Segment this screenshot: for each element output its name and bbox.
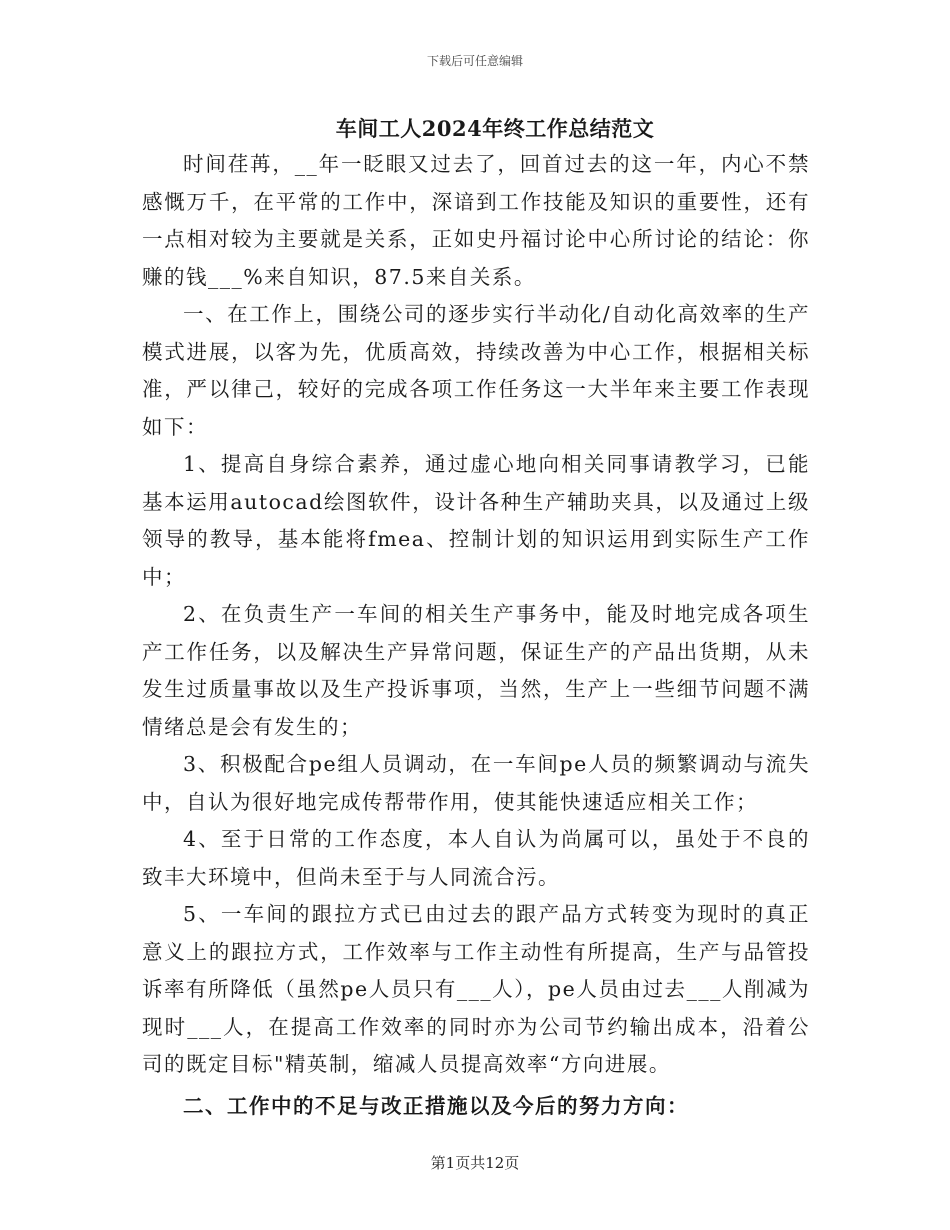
paragraph-item-1: 1、提高自身综合素养，通过虚心地向相关同事请教学习，已能基本运用autocad绘图软件，设计各种生产辅助夹具，以及通过上级领导的教导，基本能将fmea、控制计划的知识运用到实际生产工作中； xyxy=(142,452,810,589)
paragraph-section-one: 一、在工作上，围绕公司的逐步实行半动化/自动化高效率的生产模式进展，以客为先，优质高效，持续改善为中心工作，根据相关标准，严以律己，较好的完成各项工作任务这一大半年来主要工作表现如下： xyxy=(142,302,810,439)
paragraph-item-4: 4、至于日常的工作态度，本人自认为尚属可以，虽处于不良的致丰大环境中，但尚未至于与人同流合污。 xyxy=(142,827,810,889)
page-number: 第1页共12页 xyxy=(430,1154,520,1172)
paragraph-item-2: 2、在负责生产一车间的相关生产事务中，能及时地完成各项生产工作任务，以及解决生产异常问题，保证生产的产品出货期，从未发生过质量事故以及生产投诉事项，当然，生产上一些细节问题不满情绪总是会有发生的； xyxy=(142,602,810,739)
document-body xyxy=(142,146,810,1125)
header-note: 下载后可任意编辑 xyxy=(426,54,523,68)
section-heading-two: 二、工作中的不足与改正措施以及今后的努力方向： xyxy=(183,1093,689,1118)
paragraph-item-3: 3、积极配合pe组人员调动，在一车间pe人员的频繁调动与流失中，自认为很好地完成传帮带作用，使其能快速适应相关工作； xyxy=(142,752,810,814)
paragraph-item-5: 5、一车间的跟拉方式已由过去的跟产品方式转变为现时的真正意义上的跟拉方式，工作效率与工作主动性有所提高，生产与品管投诉率有所降低（虽然pe人员只有___人），pe人员由过去___人削减为现时___人，在提高工作效率的同时亦为公司节约输出成本，沿着公司的既定目标"精英制，缩减人员提高效率“方向进展。 xyxy=(142,902,810,1076)
paragraph-intro: 时间荏苒，__年一眨眼又过去了，回首过去的这一年，内心不禁感慨万千，在平常的工作中，深谙到工作技能及知识的重要性，还有一点相对较为主要就是关系，正如史丹福讨论中心所讨论的结论：你赚的钱___%来自知识，87.5来自关系。 xyxy=(142,152,810,289)
document-title: 车间工人2024年终工作总结范文 xyxy=(335,116,655,141)
